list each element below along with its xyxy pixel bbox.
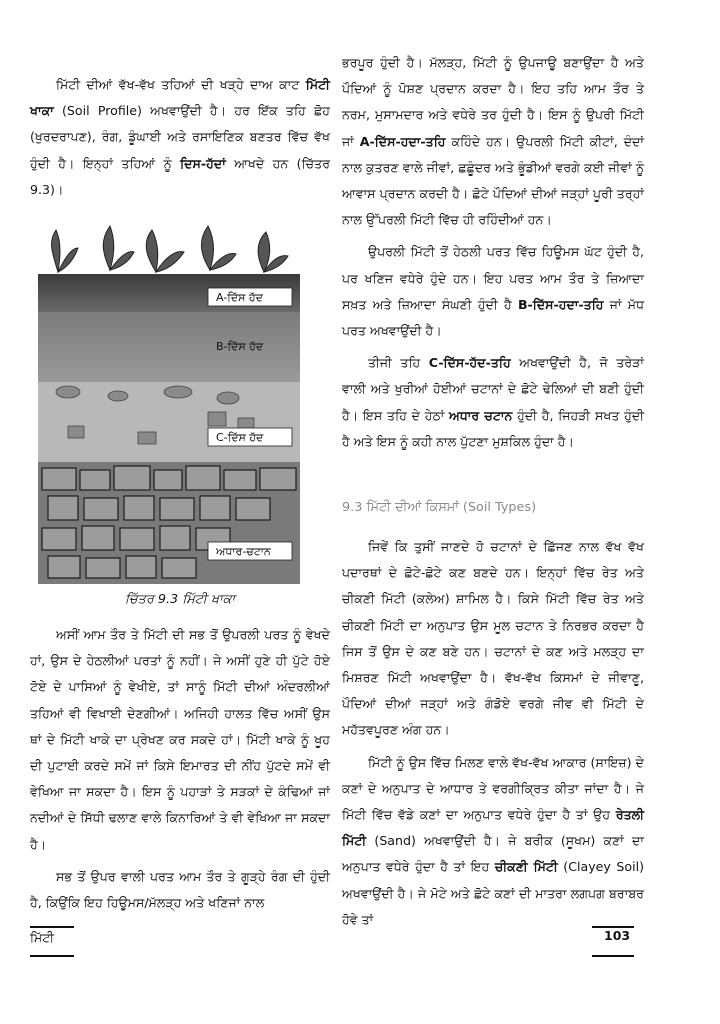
right-paragraph-4: ਜਿਵੇਂ ਕਿ ਤੁਸੀਂ ਜਾਣਦੇ ਹੋ ਚਟਾਨਾਂ ਦੇ ਛਿੱਜਣ ਨਾਲ ਵੱਖ ਵੱਖ ਪਦਾਰਥਾਂ ਦੇ ਛੋਟੇ-ਛੋਟੇ ਕਣ ਬਣਦੇ ਹਨ। ਇਨ੍ਹਾਂ ਵਿੱਚ ਰੇਤ ਅਤੇ ਚੀਕਣੀ ਮਿੱਟੀ (ਕਲੇਅ) ਸ਼ਾਮਿਲ ਹੈ। ਕਿਸੇ ਮਿੱਟੀ ਵਿੱਚ ਰੇਤ ਅਤੇ ਚੀਕਣੀ ਮਿੱਟੀ ਦਾ ਅਨੁਪਾਤ ਉਸ ਮੂਲ ਚਟਾਨ ਤੇ ਨਿਰਭਰ ਕਰਦਾ ਹੈ ਜਿਸ ਤੋਂ ਉਸ ਦੇ ਕਣ ਬਣੇ ਹਨ। ਚਟਾਨਾਂ ਦੇ ਕਣ ਅਤੇ ਮਲੜ੍ਹ ਦਾ ਮਿਸ਼ਰਣ ਮਿੱਟੀ ਅਖਵਾਉਂਦਾ ਹੈ। ਵੱਖ-ਵੱਖ ਕਿਸਮਾਂ ਦੇ ਜੀਵਾਣੂ, ਪੌਦਿਆਂ ਦੀਆਂ ਜੜ੍ਹਾਂ ਅਤੇ ਗੰਡੋਏ ਵਰਗੇ ਜੀਵ ਵੀ ਮਿੱਟੀ ਦੇ ਮਹੱਤਵਪੂਰਣ ਅੰਗ ਹਨ।	[342, 539, 644, 738]
page-number: 103	[604, 928, 631, 943]
footer-bar-left	[30, 955, 74, 957]
figure-label-bedrock: ਅਧਾਰ-ਚਟਾਨ	[216, 545, 271, 558]
right-column-lower	[342, 534, 644, 939]
right-paragraph-5: ਮਿੱਟੀ ਨੂੰ ਉਸ ਵਿੱਚ ਮਿਲਣ ਵਾਲੇ ਵੱਖ-ਵੱਖ ਆਕਾਰ (ਸਾਇਜ਼) ਦੇ ਕਣਾਂ ਦੇ ਅਨੁਪਾਤ ਦੇ ਆਧਾਰ ਤੇ ਵਰਗੀਕ੍ਰਿਤ ਕੀਤਾ ਜਾਂਦਾ ਹੈ। ਜੇ ਮਿੱਟੀ ਵਿੱਚ ਵੱਡੇ ਕਣਾਂ ਦਾ ਅਨੁਪਾਤ ਵਧੇਰੇ ਹੁੰਦਾ ਹੈ ਤਾਂ ਉਹ ਰੇਤਲੀ ਮਿੱਟੀ (Sand) ਅਖਵਾਉਂਦੀ ਹੈ। ਜੇ ਬਰੀਕ (ਸੂਖਮ) ਕਣਾਂ ਦਾ ਅਨੁਪਾਤ ਵਧੇਰੇ ਹੁੰਦਾ ਹੈ ਤਾਂ ਇਹ ਚੀਕਣੀ ਮਿੱਟੀ (Clayey Soil) ਅਖਵਾਉਂਦੀ ਹੈ। ਜੇ ਮੋਟੇ ਅਤੇ ਛੋਟੇ ਕਣਾਂ ਦੀ ਮਾਤਰਾ ਲਗਪਗ ਬਰਾਬਰ ਹੋਵੇ ਤਾਂ	[342, 754, 644, 927]
right-paragraph-3: ਤੀਜੀ ਤਹਿ C-ਦਿੱਸ-ਹੱਦ-ਤਹਿ ਅਖਵਾਉਂਦੀ ਹੈ, ਜੋ ਤਰੇੜਾਂ ਵਾਲੀ ਅਤੇ ਖੁਰੀਆਂ ਹੋਈਆਂ ਚਟਾਨਾਂ ਦੇ ਛੋਟੇ ਢੇਲਿਆਂ ਦੀ ਬਣੀ ਹੁੰਦੀ ਹੈ। ਇਸ ਤਹਿ ਦੇ ਹੇਠਾਂ ਅਧਾਰ ਚਟਾਨ ਹੁੰਦੀ ਹੈ, ਜਿਹੜੀ ਸਖਤ ਹੁੰਦੀ ਹੈ ਅਤੇ ਇਸ ਨੂੰ ਕਹੀ ਨਾਲ ਪੁੱਟਣਾ ਮੁਸ਼ਕਿਲ ਹੁੰਦਾ ਹੈ।	[342, 355, 645, 449]
intro-paragraph: ਮਿੱਟੀ ਦੀਆਂ ਵੱਖ-ਵੱਖ ਤਹਿਆਂ ਦੀ ਖੜ੍ਹੇ ਦਾਅ ਕਾਟ ਮਿੱਟੀ ਖਾਕਾ (Soil Profile) ਅਖਵਾਉਂਦੀ ਹੈ। ਹਰ ਇੱਕ ਤਹਿ ਛੋਹ (ਖੁਰਦਰਾਪਣ), ਰੰਗ, ਡੂੰਘਾਈ ਅਤੇ ਰਸਾਇਣਿਕ ਬਣਤਰ ਵਿੱਚ ਵੱਖ ਹੁੰਦੀ ਹੈ। ਇਨ੍ਹਾਂ ਤਹਿਆਂ ਨੂੰ ਦਿਸ-ਹੱਦਾਂ ਆਖਦੇ ਹਨ (ਚਿੱਤਰ 9.3)।	[30, 77, 331, 197]
right-paragraph-1: ਭਰਪੂਰ ਹੁੰਦੀ ਹੈ। ਮੱਲੜ੍ਹ, ਮਿੱਟੀ ਨੂੰ ਉਪਜਾਊ ਬਣਾਉਂਦਾ ਹੈ ਅਤੇ ਪੌਦਿਆਂ ਨੂੰ ਪੋਸ਼ਣ ਪ੍ਰਦਾਨ ਕਰਦਾ ਹੈ। ਇਹ ਤਹਿ ਆਮ ਤੌਰ ਤੇ ਨਰਮ, ਮੁਸਾਮਦਾਰ ਅਤੇ ਵਧੇਰੇ ਤਰ ਹੁੰਦੀ ਹੈ। ਇਸ ਨੂੰ ਉਪਰੀ ਮਿੱਟੀ ਜਾਂ A-ਦਿੱਸ-ਹਦਾ-ਤਹਿ ਕਹਿੰਦੇ ਹਨ। ਉਪਰਲੀ ਮਿੱਟੀ ਕੀਟਾਂ, ਦੰਦਾਂ ਨਾਲ ਕੁਤਰਣ ਵਾਲੇ ਜੀਵਾਂ, ਛਛੂੰਦਰ ਅਤੇ ਭੂੰਡੀਆਂ ਵਰਗੇ ਕਈ ਜੀਵਾਂ ਨੂੰ ਆਵਾਸ ਪ੍ਰਦਾਨ ਕਰਦੀ ਹੈ। ਛੋਟੇ ਪੌਦਿਆਂ ਦੀਆਂ ਜੜ੍ਹਾਂ ਪੂਰੀ ਤਰ੍ਹਾਂ ਨਾਲ ਉੱਪਰਲੀ ਮਿੱਟੀ ਵਿੱਚ ਹੀ ਰਹਿੰਦੀਆਂ ਹਨ।	[342, 55, 644, 228]
footer-bar-right	[592, 955, 634, 957]
figure-caption: ਚਿੱਤਰ 9.3 ਮਿੱਟੀ ਖਾਕਾ	[124, 592, 236, 607]
figure-label-c: C-ਦਿੱਸ ਹੱਦ	[216, 431, 264, 444]
soil-profile-illustration	[38, 212, 300, 584]
left-column	[30, 72, 330, 209]
left-paragraph-3: ਸਭ ਤੋਂ ਉਪਰ ਵਾਲੀ ਪਰਤ ਆਮ ਤੌਰ ਤੇ ਗੂੜ੍ਹੇ ਰੰਗ ਦੀ ਹੁੰਦੀ ਹੈ, ਕਿਉਂਕਿ ਇਹ ਹਿਊਮਸ/ਮੱਲੜ੍ਹ ਅਤੇ ਖਣਿਜਾਂ ਨਾਲ	[30, 868, 330, 911]
footer-rule-left	[30, 926, 74, 928]
section-heading: 9.3 ਮਿੱਟੀ ਦੀਆਂ ਕਿਸਮਾਂ (Soil Types)	[342, 500, 537, 515]
left-column-lower	[30, 622, 330, 922]
left-paragraph-2: ਅਸੀਂ ਆਮ ਤੌਰ ਤੇ ਮਿੱਟੀ ਦੀ ਸਭ ਤੋਂ ਉਪਰਲੀ ਪਰਤ ਨੂੰ ਵੇਖਦੇ ਹਾਂ, ਉਸ ਦੇ ਹੇਠਲੀਆਂ ਪਰਤਾਂ ਨੂੰ ਨਹੀਂ। ਜੇ ਅਸੀਂ ਹੁਣੇ ਹੀ ਪੁੱਟੇ ਹੋਏ ਟੋਏ ਦੇ ਪਾਸਿਆਂ ਨੂੰ ਵੇਖੀਏ, ਤਾਂ ਸਾਨੂੰ ਮਿੱਟੀ ਦੀਆਂ ਅੰਦਰਲੀਆਂ ਤਹਿਆਂ ਵੀ ਵਿਖਾਈ ਦੇਣਗੀਆਂ। ਅਜਿਹੀ ਹਾਲਤ ਵਿੱਚ ਅਸੀਂ ਉਸ ਥਾਂ ਦੇ ਮਿੱਟੀ ਖਾਕੇ ਦਾ ਪ੍ਰੇਖਣ ਕਰ ਸਕਦੇ ਹਾਂ। ਮਿੱਟੀ ਖਾਕੇ ਨੂੰ ਖੂਹ ਦੀ ਪੁਟਾਈ ਕਰਦੇ ਸਮੇਂ ਜਾਂ ਕਿਸੇ ਇਮਾਰਤ ਦੀ ਨੀਂਹ ਪੁੱਟਦੇ ਸਮੇਂ ਵੀ ਵੇਖਿਆ ਜਾ ਸਕਦਾ ਹੈ। ਇਸ ਨੂੰ ਪਹਾੜਾਂ ਤੇ ਸੜਕਾਂ ਦੇ ਕੰਢਿਆਂ ਜਾਂ ਨਦੀਆਂ ਦੇ ਸਿੱਧੀ ਢਲਾਣ ਵਾਲੇ ਕਿਨਾਰਿਆਂ ਤੇ ਵੀ ਵੇਖਿਆ ਜਾ ਸਕਦਾ ਹੈ।	[30, 627, 330, 852]
figure-label-b: B-ਦਿੱਸ ਹੱਦ	[216, 340, 264, 353]
footer-chapter-title: ਮਿੱਟੀ	[30, 930, 55, 945]
figure-label-a: A-ਦਿੱਸ ਹੱਦ	[216, 291, 263, 304]
right-column	[342, 50, 644, 461]
right-paragraph-2: ਉਪਰਲੀ ਮਿੱਟੀ ਤੋਂ ਹੇਠਲੀ ਪਰਤ ਵਿੱਚ ਹਿਊਮਸ ਘੱਟ ਹੁੰਦੀ ਹੈ, ਪਰ ਖਣਿਜ ਵਧੇਰੇ ਹੁੰਦੇ ਹਨ। ਇਹ ਪਰਤ ਆਮ ਤੌਰ ਤੇ ਜ਼ਿਆਦਾ ਸਖ਼ਤ ਅਤੇ ਜ਼ਿਆਦਾ ਸੰਘਣੀ ਹੁੰਦੀ ਹੈ B-ਦਿੱਸ-ਹਦਾ-ਤਹਿ ਜਾਂ ਮੱਧ ਪਰਤ ਅਖਵਾਉਂਦੀ ਹੈ।	[342, 244, 645, 339]
soil-profile-figure	[38, 212, 300, 584]
